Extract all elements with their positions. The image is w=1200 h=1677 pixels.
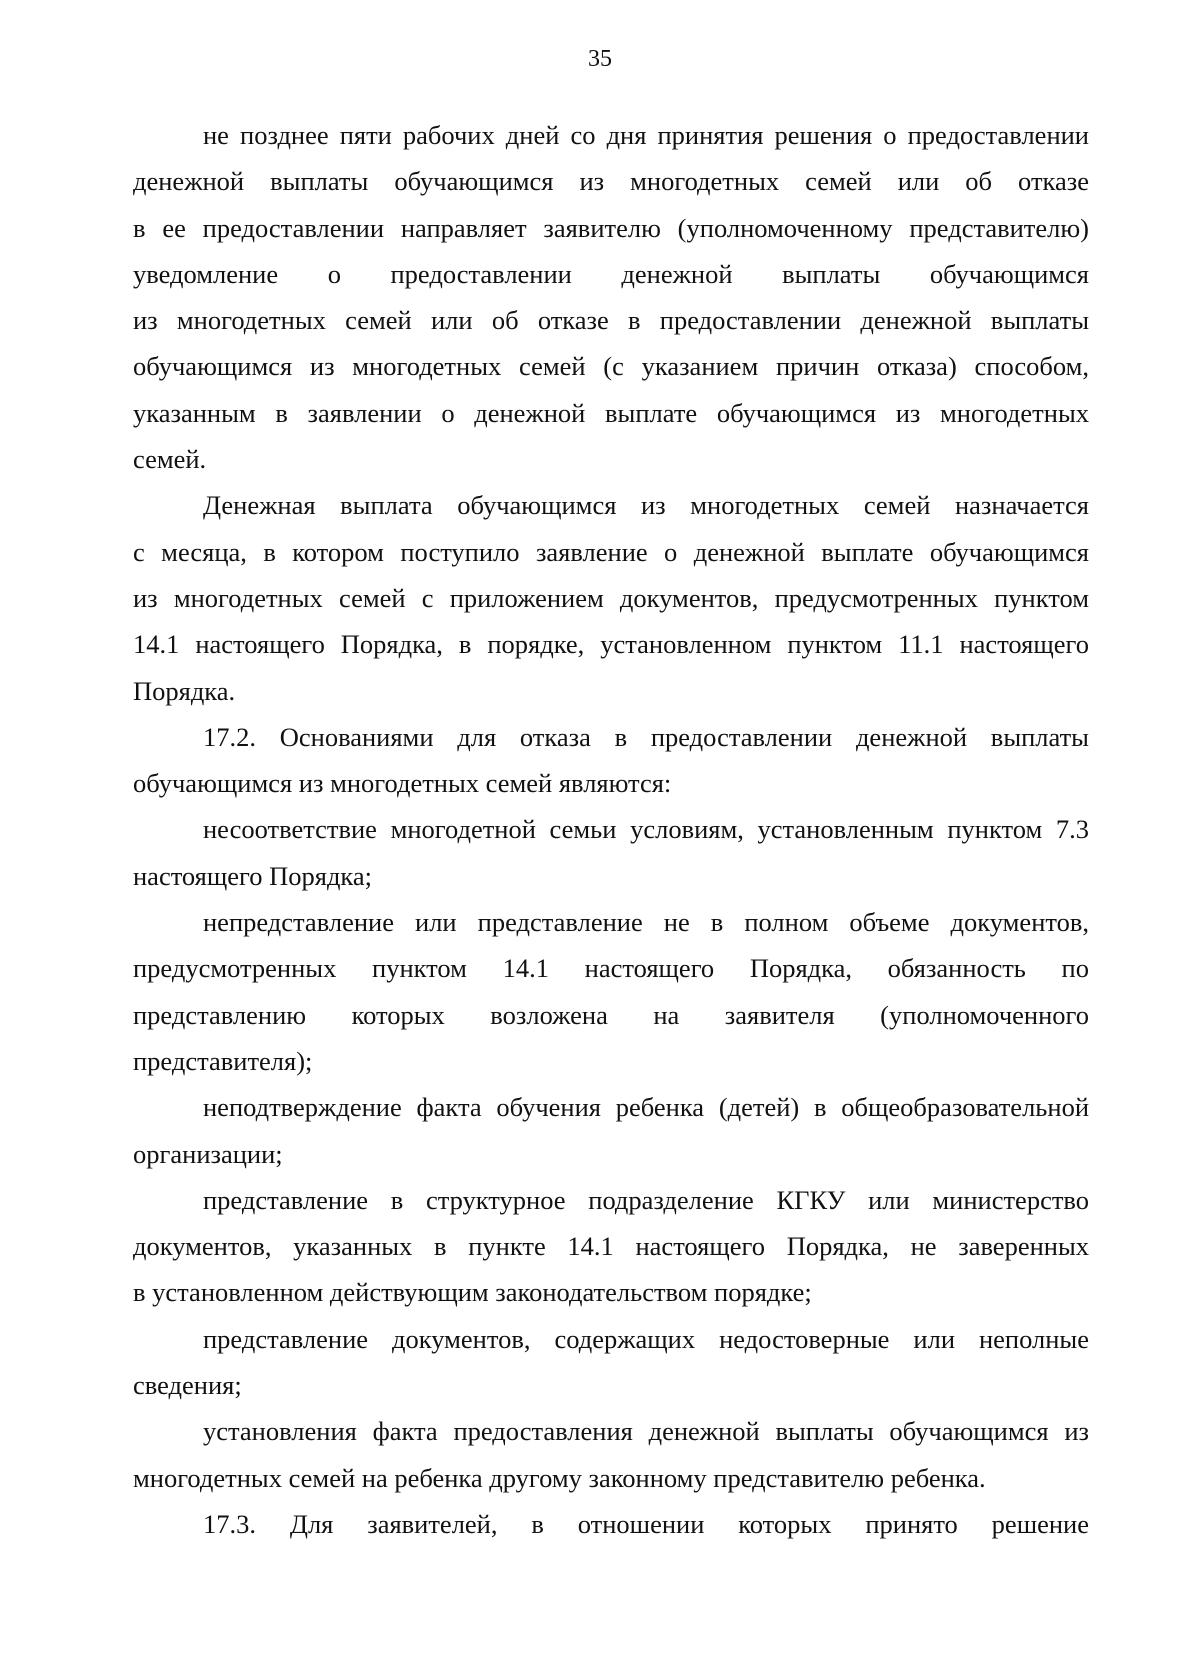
text-line: Денежная выплата обучающимся из многодетных семей назначается bbox=[203, 490, 1089, 521]
text-line: представлению которых возложена на заявителя (уполномоченного bbox=[133, 999, 1089, 1030]
text-line: установления факта предоставления денежной выплаты обучающимся из bbox=[203, 1416, 1089, 1447]
text-line: сведения; bbox=[133, 1370, 242, 1401]
paragraph-ground-6 bbox=[133, 1408, 1089, 1501]
text-line: из многодетных семей или об отказе в предоставлении денежной выплаты bbox=[133, 305, 1089, 336]
text-line: настоящего Порядка; bbox=[133, 860, 373, 891]
text-line: обучающимся из многодетных семей (с указанием причин отказа) способом, bbox=[133, 351, 1089, 382]
paragraph-section-17-3 bbox=[133, 1501, 1089, 1547]
text-line: предусмотренных пунктом 14.1 настоящего Порядка, обязанность по bbox=[133, 953, 1089, 984]
paragraph-notification bbox=[133, 112, 1089, 482]
paragraph-payment-assignment bbox=[133, 482, 1089, 713]
text-line: обучающимся из многодетных семей являются: bbox=[133, 768, 672, 799]
text-line: в ее предоставлении направляет заявителю (уполномоченному представителю) bbox=[133, 212, 1089, 243]
text-line: неподтверждение факта обучения ребенка (детей) в общеобразовательной bbox=[203, 1092, 1089, 1123]
text-line: не позднее пяти рабочих дней со дня принятия решения о предоставлении bbox=[203, 120, 1089, 150]
text-line: 17.2. Основаниями для отказа в предоставлении денежной выплаты bbox=[203, 721, 1089, 752]
paragraph-ground-4 bbox=[133, 1177, 1089, 1316]
text-line: многодетных семей на ребенка другому законному представителю ребенка. bbox=[133, 1462, 986, 1493]
document-body bbox=[133, 112, 1089, 1547]
text-line: Порядка. bbox=[133, 675, 236, 706]
text-line: с месяца, в котором поступило заявление о денежной выплате обучающимся bbox=[133, 536, 1089, 567]
text-line: из многодетных семей с приложением документов, предусмотренных пунктом bbox=[133, 582, 1089, 613]
text-line: 17.3. Для заявителей, в отношении которых принято решение bbox=[203, 1508, 1089, 1539]
text-line: указанным в заявлении о денежной выплате обучающимся из многодетных bbox=[133, 397, 1089, 428]
text-line: представителя); bbox=[133, 1045, 313, 1076]
text-line: 14.1 настоящего Порядка, в порядке, установленном пунктом 11.1 настоящего bbox=[133, 629, 1089, 660]
text-line: несоответствие многодетной семьи условиям, установленным пунктом 7.3 bbox=[203, 814, 1089, 845]
text-line: уведомление о предоставлении денежной выплаты обучающимся bbox=[133, 258, 1089, 289]
paragraph-ground-1 bbox=[133, 806, 1089, 899]
text-line: в установленном действующим законодательством порядке; bbox=[133, 1277, 812, 1308]
paragraph-ground-5 bbox=[133, 1316, 1089, 1409]
text-line: представление документов, содержащих недостоверные или неполные bbox=[203, 1323, 1089, 1354]
text-line: представление в структурное подразделение КГКУ или министерство bbox=[203, 1184, 1089, 1215]
paragraph-ground-2 bbox=[133, 899, 1089, 1084]
text-line: семей. bbox=[133, 444, 207, 475]
paragraph-ground-3 bbox=[133, 1084, 1089, 1177]
paragraph-section-17-2 bbox=[133, 714, 1089, 807]
text-line: организации; bbox=[133, 1138, 283, 1169]
text-line: непредставление или представление не в полном объеме документов, bbox=[203, 907, 1089, 938]
page-number: 35 bbox=[588, 46, 612, 72]
text-line: документов, указанных в пункте 14.1 настоящего Порядка, не заверенных bbox=[133, 1231, 1089, 1262]
text-line: денежной выплаты обучающимся из многодетных семей или об отказе bbox=[133, 166, 1089, 197]
